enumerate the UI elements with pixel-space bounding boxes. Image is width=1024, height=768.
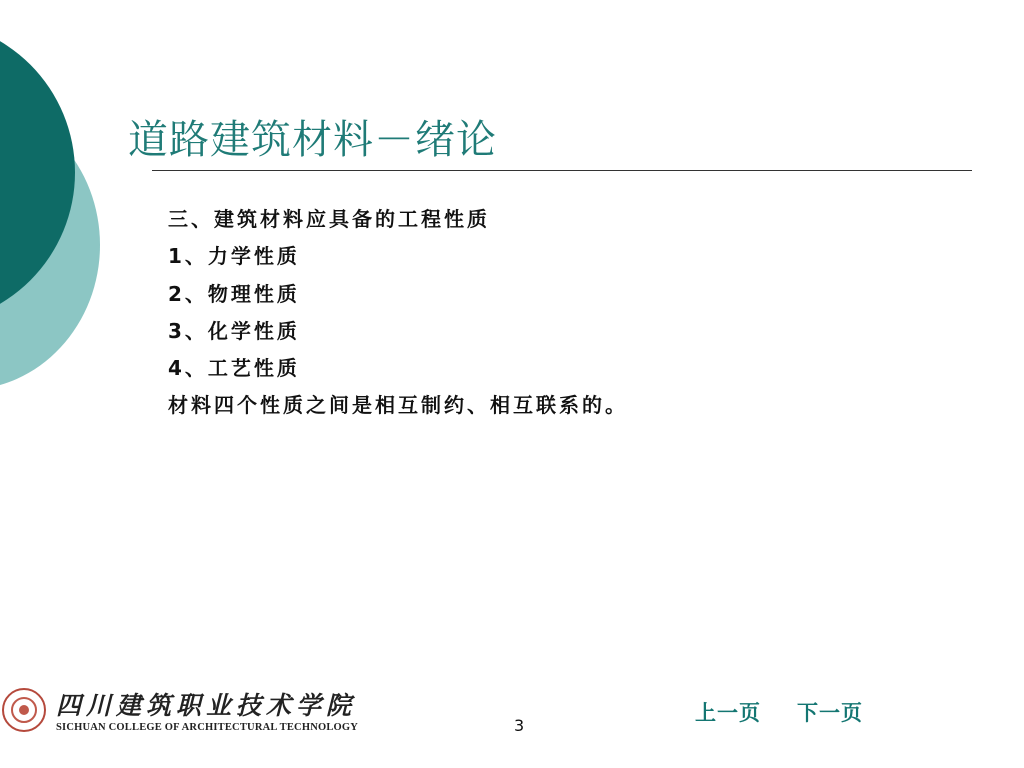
list-item: 2、物理性质 <box>168 281 300 306</box>
page-number: 3 <box>514 716 525 735</box>
list-item: 4、工艺性质 <box>168 356 300 381</box>
college-logo <box>0 684 359 740</box>
content-heading: 三、建筑材料应具备的工程性质 <box>168 207 490 231</box>
list-item: 1、力学性质 <box>168 244 300 269</box>
list-item: 3、化学性质 <box>168 318 300 343</box>
previous-page-link[interactable]: 上一页 <box>695 701 761 725</box>
logo-english-name: SICHUAN COLLEGE OF ARCHITECTURAL TECHNOLOGY <box>56 722 359 733</box>
page-title: 道路建筑材料－绪论 <box>128 117 497 163</box>
content-list <box>168 201 628 425</box>
next-page-link[interactable]: 下一页 <box>797 701 863 725</box>
college-seal-icon <box>2 688 46 732</box>
logo-chinese-name: 四川建筑职业技术学院 <box>56 691 357 720</box>
content-summary: 材料四个性质之间是相互制约、相互联系的。 <box>168 393 628 418</box>
title-divider <box>152 170 972 171</box>
